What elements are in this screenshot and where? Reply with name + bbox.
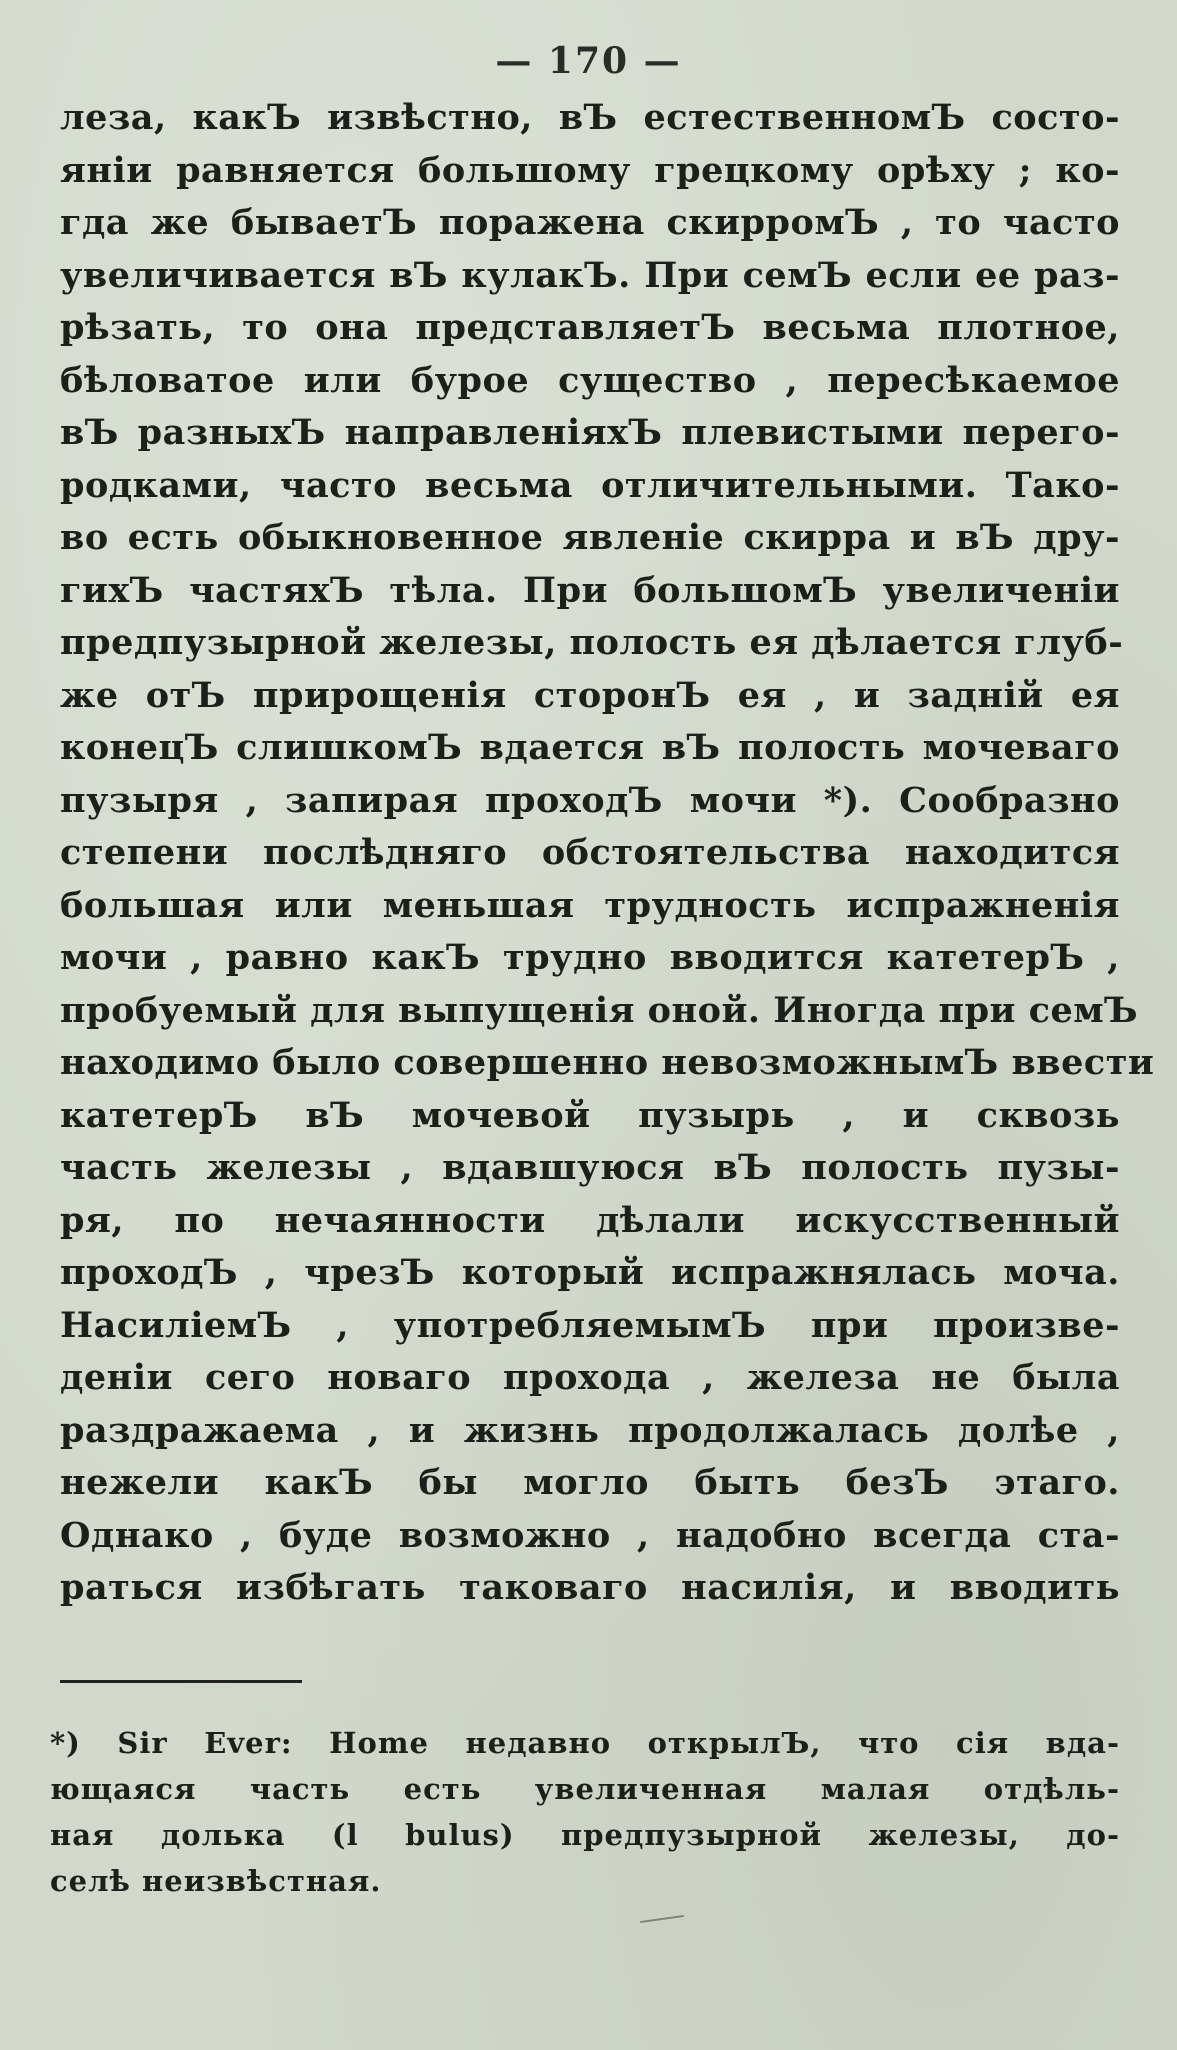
page-number: — 170 —: [495, 40, 682, 82]
text-line: раздражаема , и жизнь продолжалась долѣе ,: [60, 1409, 1120, 1451]
text-line: бѣловатое или бурое существо , пересѣкаемое: [60, 359, 1120, 401]
text-line: часть железы , вдавшуюся вЪ полость пузы-: [60, 1147, 1120, 1188]
text-line: яніи равняется большому грецкому орѣху ; ко-: [60, 149, 1120, 191]
text-line: леза, какЪ извѣстно, вЪ естественномЪ состо-: [60, 97, 1120, 138]
text-line: вЪ разныхЪ направленіяхЪ плевистыми перего-: [60, 412, 1120, 453]
footnote-line: селѣ неизвѣстная.: [50, 1864, 382, 1898]
text-line: же отЪ прирощенія сторонЪ ея , и задній ея: [60, 674, 1120, 716]
body-text: [60, 92, 1155, 1615]
footnote-line: ющаяся часть есть увеличенная малая отдѣль-: [50, 1772, 1120, 1806]
text-line: гда же бываетЪ поражена скирромЪ , то часто: [60, 202, 1120, 243]
text-line: гихЪ частяхЪ тѣла. При большомЪ увеличеніи: [60, 569, 1120, 611]
footnote: [50, 1720, 1120, 1904]
text-line: деніи сего новаго прохода , железа не была: [60, 1357, 1120, 1398]
text-line: степени послѣдняго обстоятельства находится: [60, 832, 1120, 873]
text-line: раться избѣгать таковаго насилія, и вводить: [60, 1567, 1120, 1608]
text-line: большая или меньшая трудность испражненія: [60, 884, 1120, 926]
text-line: проходЪ , чрезЪ который испражнялась моча.: [60, 1252, 1120, 1293]
text-line: ря, по нечаянности дѣлали искусственный: [60, 1199, 1120, 1241]
footnote-line: ная долька (l bulus) предпузырной железы, до-: [50, 1818, 1120, 1852]
text-line: Однако , буде возможно , надобно всегда ста-: [60, 1514, 1120, 1556]
text-line: во есть обыкновенное явленіе скирра и вЪ дру-: [60, 517, 1120, 558]
text-line: рѣзать, то она представляетЪ весьма плотное,: [60, 307, 1120, 348]
text-line: увеличивается вЪ кулакЪ. При семЪ если ее раз-: [60, 254, 1120, 296]
text-line: мочи , равно какЪ трудно вводится катетерЪ ,: [60, 937, 1120, 978]
text-line: находимо было совершенно невозможнымЪ ввести: [60, 1042, 1155, 1083]
text-line: предпузырной железы, полость ея дѣлается глуб-: [60, 622, 1124, 663]
text-line: пузыря , запирая проходЪ мочи *). Сообразно: [60, 779, 1120, 821]
text-line: пробуемый для выпущенія оной. Иногда при семЪ: [60, 989, 1139, 1031]
footnote-line: *) Sir Ever: Home недавно открылЪ, что сія вда-: [50, 1726, 1120, 1760]
ink-mark: [640, 1915, 684, 1923]
text-line: родками, часто весьма отличительными. Тако-: [60, 464, 1120, 506]
text-line: НасиліемЪ , употребляемымЪ при произве-: [60, 1304, 1120, 1346]
text-line: нежели какЪ бы могло быть безЪ этаго.: [60, 1462, 1120, 1503]
text-line: катетерЪ вЪ мочевой пузырь , и сквозь: [60, 1094, 1120, 1136]
text-line: конецЪ слишкомЪ вдается вЪ полость мочеваго: [60, 727, 1120, 768]
footnote-divider: [60, 1680, 302, 1683]
